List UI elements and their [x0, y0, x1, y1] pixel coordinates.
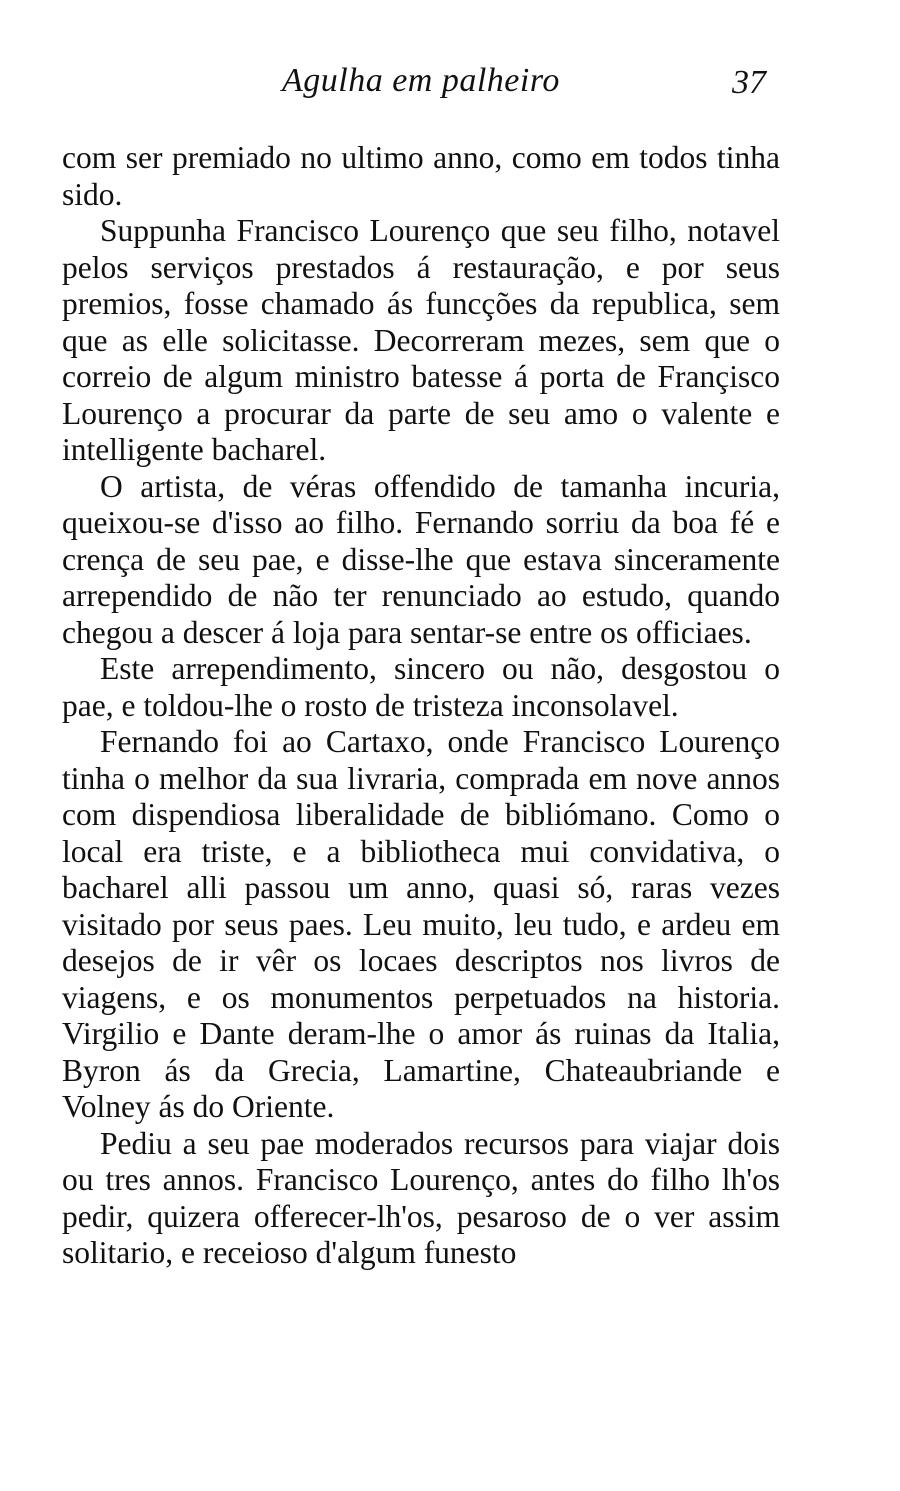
paragraph: Fernando foi ao Cartaxo, onde Francisco Lourenço tinha o melhor da sua livraria, comprada em nove annos com dispendiosa liberalidade de bibliómano. Como o local era triste, e a bibliotheca mui convidativa, o bacharel alli passou um anno, quasi só, raras vezes visitado por seus paes. Leu muito, leu tudo, e ardeu em desejos de ir vêr os locaes descriptos nos livros de viagens, e os monumentos perpetuados na historia. Virgilio e Dante deram-lhe o amor ás ruinas da Italia, Byron ás da Grecia, Lamartine, Chateaubriande e Volney ás do Oriente. — [62, 724, 780, 1124]
paragraph: Este arrependimento, sincero ou não, desgostou o pae, e toldou-lhe o rosto de tristeza inconsolavel. — [62, 651, 780, 723]
body-text — [62, 140, 780, 1272]
page-header — [0, 62, 900, 106]
paragraph: O artista, de véras offendido de tamanha incuria, queixou-se d'isso ao filho. Fernando sorriu da boa fé e crença de seu pae, e disse-lhe que estava sinceramente arrependido de não ter renunciado ao estudo, quando chegou a descer á loja para sentar-se entre os officiaes. — [62, 468, 780, 650]
page-number: 37 — [732, 64, 766, 101]
paragraph: Pediu a seu pae moderados recursos para viajar dois ou tres annos. Francisco Lourenço, antes do filho lh'os pedir, quizera offerecer-lh'os, pesaroso de o ver assim solitario, e receioso d'algum funesto — [62, 1125, 780, 1270]
running-title: Agulha em palheiro — [282, 62, 560, 99]
paragraph-continued: com ser premiado no ultimo anno, como em todos tinha sido. — [62, 140, 780, 212]
paragraph: Suppunha Francisco Lourenço que seu filho, notavel pelos serviços prestados á restauração, e por seus premios, fosse chamado ás funcções da republica, sem que as elle solicitasse. Decorreram mezes, sem que o correio de algum ministro batesse á porta de Françisco Lourenço a procurar da parte de seu amo o valente e intelligente bacharel. — [62, 213, 780, 467]
